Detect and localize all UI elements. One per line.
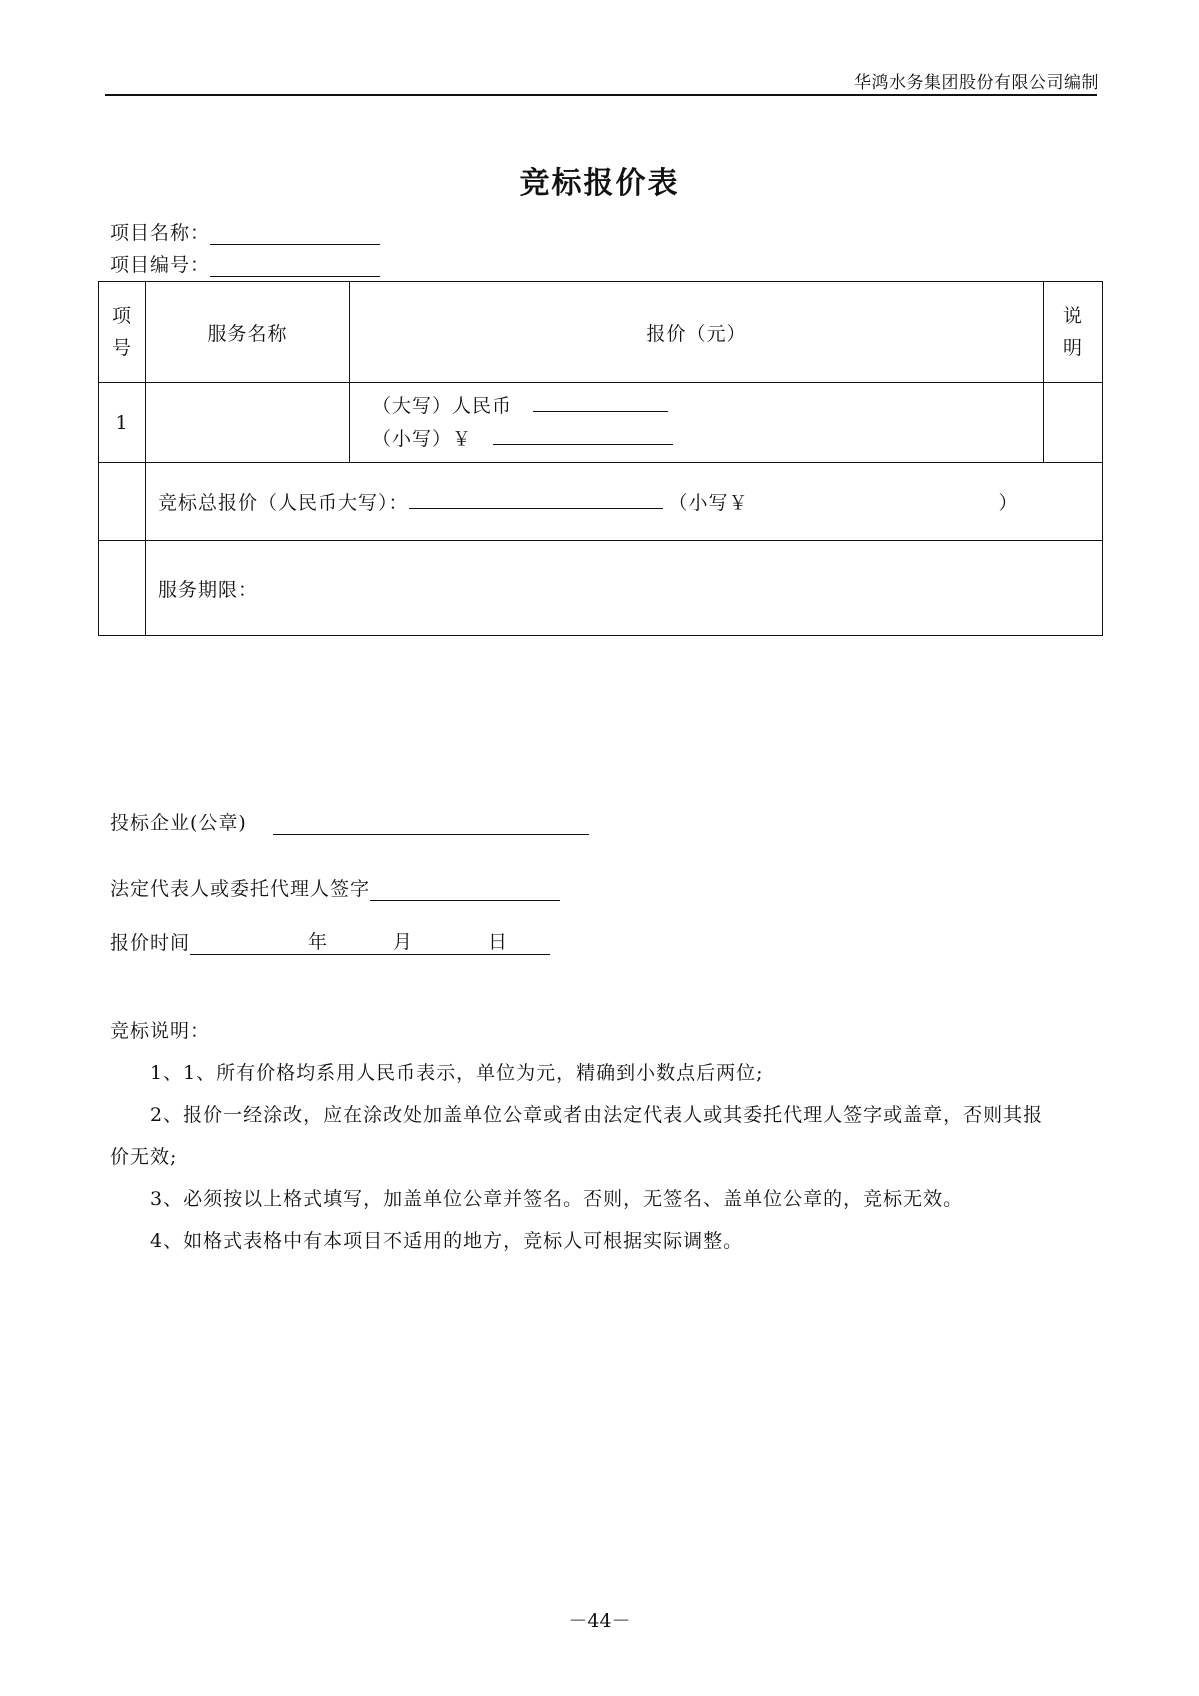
project-number-field [110,250,380,277]
header-item-no-line1: 项 [111,305,132,327]
company-seal-field [110,808,589,835]
period-row-no-cell [99,541,146,636]
project-name-field [110,218,380,245]
project-number-blank[interactable] [210,256,380,277]
page-number: －44－ [568,1610,631,1632]
quote-table [98,281,1103,636]
row1-price-lower-label: （小写）￥ [372,427,473,450]
header-item-no-line2: 号 [111,337,132,359]
total-price-label: 竞标总报价（人民币大写）： [158,492,409,514]
project-number-label: 项目编号： [110,254,211,276]
row1-price-upper-blank[interactable] [533,393,668,412]
row1-service-name[interactable] [146,383,350,463]
row1-price-lower-blank[interactable] [493,426,673,445]
total-price-close-paren: ） [998,492,1019,514]
bidding-notes [110,1010,1100,1262]
quote-date-year: 年 [308,931,329,953]
service-period-row [99,541,1103,636]
header-service-name: 服务名称 [146,282,350,383]
notes-heading: 竞标说明： [110,1020,211,1042]
row1-price-upper [372,390,1043,423]
header-org-name: 华鸿水务集团股份有限公司编制 [854,73,1099,93]
total-row-no-cell [99,463,146,541]
row1-note[interactable] [1044,383,1103,463]
representative-signature-field [110,874,560,901]
row1-price-upper-label: （大写）人民币 [372,394,513,417]
project-name-blank[interactable] [210,224,380,245]
table-row [99,383,1103,463]
row1-item-no: 1 [99,383,146,463]
service-period-label: 服务期限： [158,578,259,601]
list-item: 4、如格式表格中有本项目不适用的地方，竞标人可根据实际调整。 [150,1230,744,1252]
list-item: 3、必须按以上格式填写，加盖单位公章并签名。否则，无签名、盖单位公章的，竞标无效。 [150,1188,964,1210]
row1-price-cell [350,383,1044,463]
document-title: 竞标报价表 [519,166,680,201]
quote-date-label: 报价时间 [110,932,191,954]
list-item: 2、报价一经涂改，应在涂改处加盖单位公章或者由法定代表人或其委托代理人签字或盖章，否则其报 [150,1104,1044,1126]
total-price-small-label: （小写￥ [668,492,749,514]
list-item: 价无效; [110,1146,178,1168]
company-seal-blank[interactable] [273,814,589,835]
representative-signature-blank[interactable] [370,880,560,901]
table-header-row [99,282,1103,383]
row1-price-lower [372,423,1043,456]
header-note-line2: 明 [1062,337,1083,359]
total-price-row [99,463,1103,541]
project-name-label: 项目名称： [110,222,211,244]
service-period-cell[interactable] [146,541,1103,636]
total-price-upper-blank[interactable] [409,488,663,509]
header-note [1044,282,1103,383]
header-note-line1: 说 [1062,305,1083,327]
total-price-cell [146,463,1103,541]
quote-date-field [110,928,550,955]
list-item: 1、1、所有价格均系用人民币表示，单位为元，精确到小数点后两位; [150,1062,764,1084]
quote-date-blank[interactable] [190,931,550,955]
header-divider [105,94,1097,96]
quote-date-day: 日 [488,931,509,953]
header-price: 报价（元） [350,282,1044,383]
header-item-no [99,282,146,383]
company-seal-label: 投标企业(公章) [110,812,247,834]
quote-date-month: 月 [393,931,414,953]
representative-signature-label: 法定代表人或委托代理人签字 [110,878,371,900]
